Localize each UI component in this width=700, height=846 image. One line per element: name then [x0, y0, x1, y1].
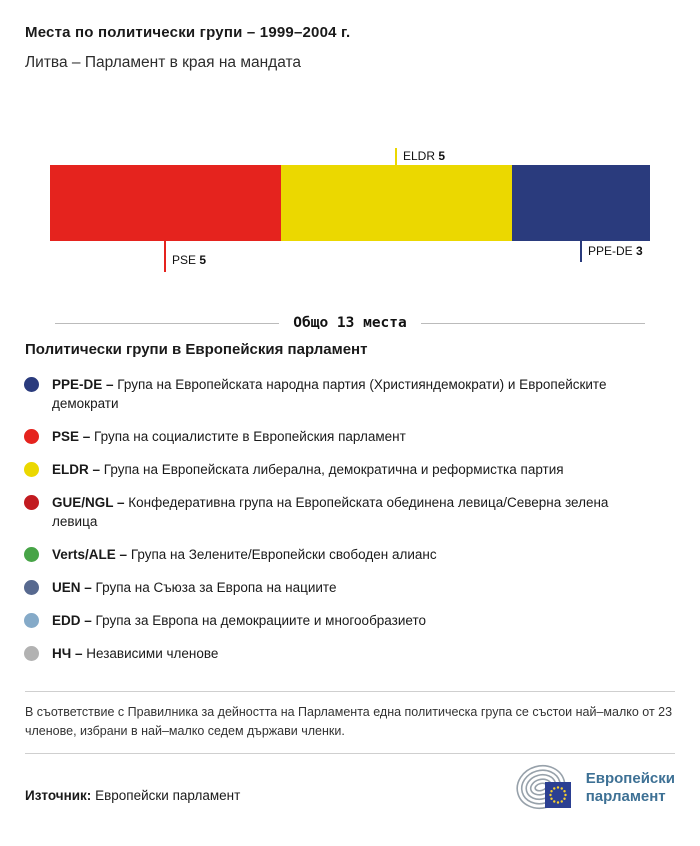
pse-bar-label-group: PSE [172, 253, 197, 267]
eldr-bar-label-seats: 5 [438, 149, 446, 163]
legend-item-ni [24, 644, 675, 663]
ni-color-dot [24, 646, 39, 661]
eldr-tick-line [395, 148, 397, 165]
pse-tick-line [164, 241, 166, 272]
ep-logo-wordmark [586, 770, 675, 806]
legend-item-ppe-de [24, 375, 675, 413]
eldr-bar-label [403, 149, 445, 163]
ppe-de-bar-label-group: PPE-DE [588, 244, 633, 258]
legend-item-pse [24, 427, 675, 446]
source-row [25, 762, 675, 814]
ppe-de-color-dot [24, 377, 39, 392]
legend-item-text: PSE – Група на социалистите в Европейския парламент [52, 429, 406, 444]
political-groups-legend [24, 375, 675, 663]
pse-bar-label [172, 253, 206, 267]
pse-color-dot [24, 429, 39, 444]
ep-logo-word-2: парламент [585, 788, 666, 805]
ep-logo-word-1: Европейски [585, 770, 675, 787]
stacked-seats-bar [50, 165, 650, 241]
source-label: Източник: [25, 787, 92, 803]
bar-segment-ppe-de [512, 165, 650, 241]
legend-heading: Политически групи в Европейския парламент [25, 341, 368, 358]
legend-item-text: UEN – Група на Съюза за Европа на нациите [52, 580, 337, 595]
ppe-de-tick-line [580, 241, 582, 262]
pse-bar-label-seats: 5 [199, 253, 207, 267]
ppe-de-bar-label-seats: 3 [636, 244, 643, 258]
legend-item-text: ELDR – Група на Европейската либерална, демократична и реформистка партия [52, 462, 564, 477]
page-subtitle: Литва – Парламент в края на мандата [25, 54, 302, 71]
ep-hemicycle-icon [515, 762, 577, 814]
divider-line-left [55, 323, 279, 324]
eldr-bar-label-group: ELDR [403, 149, 436, 163]
legend-item-text: НЧ – Независими членове [52, 646, 219, 661]
bar-segment-pse [50, 165, 281, 241]
page-title: Места по политически групи – 1999–2004 г. [25, 24, 351, 41]
legend-item-gue-ngl [24, 493, 675, 531]
seats-bar-chart [0, 142, 700, 277]
rules-footnote-text: В съответствие с Правилника за дейността на Парламента една политическа група се състои най–малко от 23 членове, избрани в най–малко седем държави членки. [25, 705, 673, 738]
legend-item-text: GUE/NGL – Конфедеративна група на Европейската обединена левица/Северна зелена левица [52, 495, 609, 529]
legend-item-uen [24, 578, 675, 597]
total-seats-label: Общо 13 места [293, 315, 407, 331]
bar-segment-eldr [281, 165, 512, 241]
ppe-de-bar-label [588, 244, 643, 258]
source-value: Европейски парламент [95, 787, 241, 803]
verts-ale-color-dot [24, 547, 39, 562]
divider-line-right [421, 323, 645, 324]
legend-item-verts-ale [24, 545, 675, 564]
legend-item-text: EDD – Група за Европа на демокрациите и многообразието [52, 613, 426, 628]
edd-color-dot [24, 613, 39, 628]
source-line [25, 788, 240, 803]
eldr-color-dot [24, 462, 39, 477]
gue-ngl-color-dot [24, 495, 39, 510]
legend-item-text: Verts/ALE – Група на Зелените/Европейски свободен алианс [52, 547, 437, 562]
european-parliament-logo [515, 762, 675, 814]
legend-item-eldr [24, 460, 675, 479]
rules-footnote [25, 691, 675, 754]
legend-item-edd [24, 611, 675, 630]
uen-color-dot [24, 580, 39, 595]
legend-item-text: PPE-DE – Група на Европейската народна партия (Християндемократи) и Европейските демократи [52, 377, 607, 411]
total-seats-divider [55, 315, 645, 331]
